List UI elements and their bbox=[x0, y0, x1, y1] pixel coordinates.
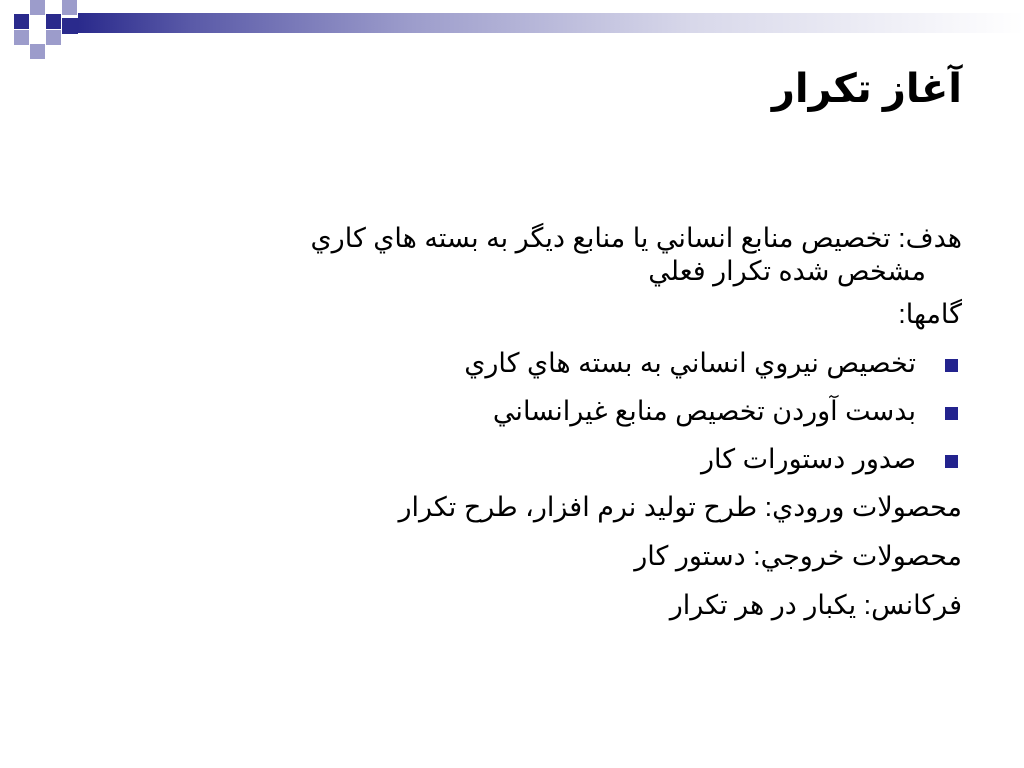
steps-label: گامها: bbox=[898, 299, 962, 329]
goal-line-2: مشخص شده تكرار فعلي bbox=[648, 256, 926, 286]
step-item bbox=[102, 443, 962, 476]
slide-content bbox=[102, 222, 962, 638]
deco-square bbox=[30, 0, 45, 15]
square-bullet-icon bbox=[945, 407, 958, 420]
outputs-line: محصولات خروجي: دستور كار bbox=[634, 541, 962, 571]
decorative-header bbox=[0, 0, 1024, 64]
deco-square bbox=[46, 14, 61, 29]
step-item bbox=[102, 395, 962, 428]
deco-square bbox=[62, 0, 77, 15]
frequency-line: فركانس: يكبار در هر تكرار bbox=[669, 590, 962, 620]
square-bullet-icon bbox=[945, 455, 958, 468]
deco-square bbox=[14, 14, 29, 29]
step-text: تخصيص نيروي انساني به بسته هاي كاري bbox=[464, 348, 916, 378]
square-bullet-icon bbox=[945, 359, 958, 372]
step-text: صدور دستورات كار bbox=[701, 444, 916, 474]
goal-paragraph bbox=[102, 222, 962, 288]
goal-line-1: هدف: تخصيص منابع انساني يا منابع ديگر به بسته هاي كاري bbox=[310, 223, 962, 253]
step-text: بدست آوردن تخصيص منابع غيرانساني bbox=[492, 396, 916, 426]
deco-square bbox=[14, 30, 29, 45]
deco-square bbox=[30, 44, 45, 59]
deco-gradient-band bbox=[78, 13, 1024, 33]
slide-title: آغاز تكرار bbox=[771, 67, 962, 111]
inputs-line: محصولات ورودي: طرح توليد نرم افزار، طرح تكرار bbox=[398, 492, 962, 522]
deco-square bbox=[62, 18, 78, 34]
step-item bbox=[102, 347, 962, 380]
deco-square bbox=[46, 30, 61, 45]
